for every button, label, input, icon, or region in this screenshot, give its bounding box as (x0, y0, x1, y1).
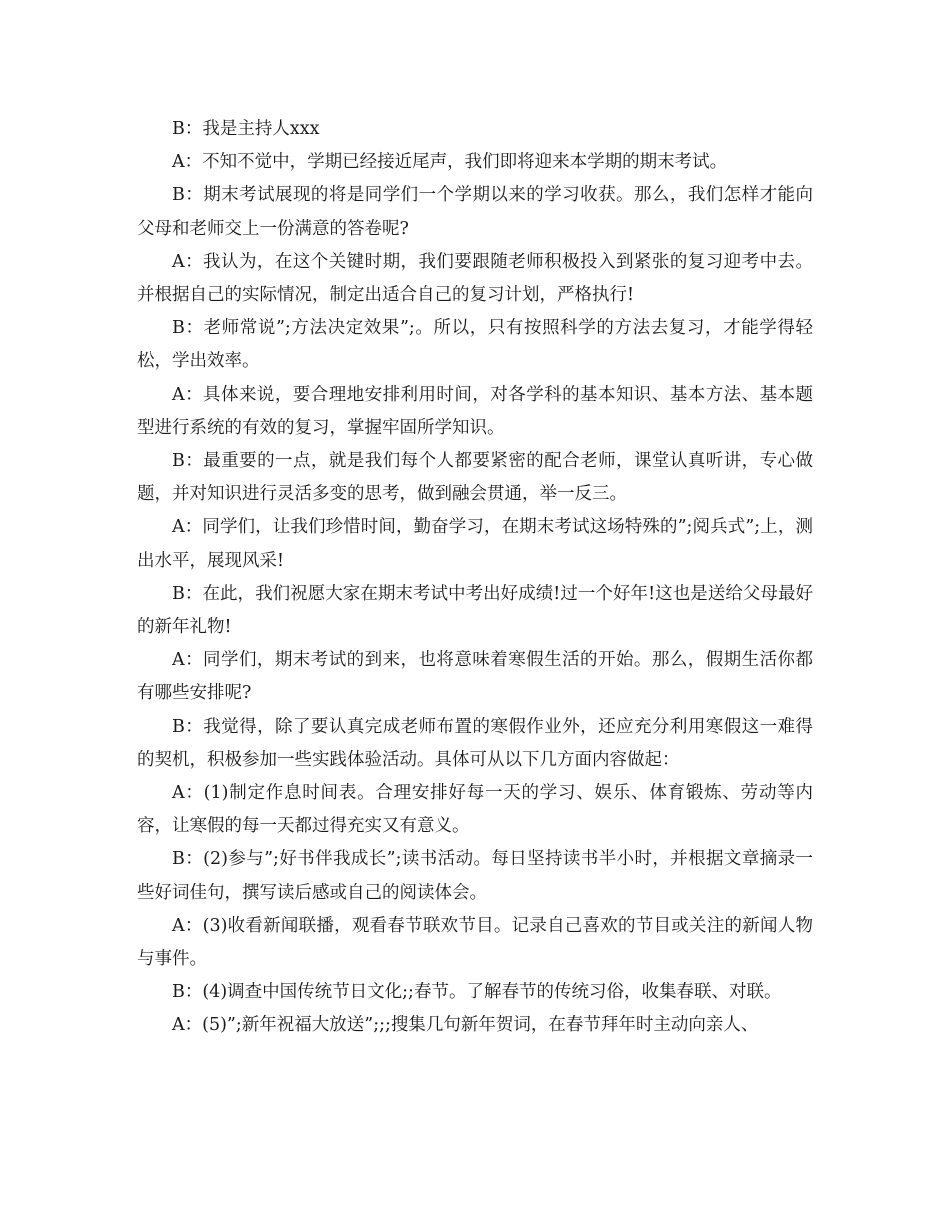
paragraph: B：我是主持人xxx (172, 119, 320, 139)
paragraph: A：同学们，让我们珍惜时间，勤奋学习，在期末考试这场特殊的”;阅兵式”;上，测出水平，展现风采! (137, 517, 813, 571)
paragraph: A：具体来说，要合理地安排利用时间，对各学科的基本知识、基本方法、基本题型进行系统的有效的复习，掌握牢固所学知识。 (137, 384, 813, 438)
paragraph: A：(5)”;新年祝福大放送”;;;搜集几句新年贺词，在春节拜年时主动向亲人、 (172, 1015, 759, 1036)
document-body (137, 113, 813, 1043)
paragraph: B：最重要的一点，就是我们每个人都要紧密的配合老师，课堂认真听讲，专心做题，并对知识进行灵活多变的思考，做到融会贯通，举一反三。 (137, 451, 813, 505)
paragraph: B：在此，我们祝愿大家在期末考试中考出好成绩!过一个好年!这也是送给父母最好的新年礼物! (137, 583, 813, 638)
paragraph: B：期末考试展现的将是同学们一个学期以来的学习收获。那么，我们怎样才能向父母和老师交上一份满意的答卷呢? (137, 185, 813, 239)
paragraph: A：(1)制定作息时间表。合理安排好每一天的学习、娱乐、体育锻炼、劳动等内容，让寒假的每一天都过得充实又有意义。 (137, 783, 813, 837)
paragraph: A：不知不觉中，学期已经接近尾声，我们即将迎来本学期的期末考试。 (172, 152, 728, 173)
paragraph: A：(3)收看新闻联播，观看春节联欢节目。记录自己喜欢的节目或关注的新闻人物与事件。 (137, 915, 813, 970)
paragraph: B：(2)参与”;好书伴我成长”;读书活动。每日坚持读书半小时，并根据文章摘录一些好词佳句，撰写读后感或自己的阅读体会。 (137, 849, 813, 903)
paragraph: B：我觉得，除了要认真完成老师布置的寒假作业外，还应充分利用寒假这一难得的契机，积极参加一些实践体验活动。具体可从以下几方面内容做起： (137, 716, 813, 770)
paragraph: A：同学们，期末考试的到来，也将意味着寒假生活的开始。那么，假期生活你都有哪些安排呢? (137, 650, 813, 704)
paragraph: B：(4)调查中国传统节日文化;;春节。了解春节的传统习俗，收集春联、对联。 (172, 982, 782, 1003)
paragraph: B：老师常说”;方法决定效果”;。所以，只有按照科学的方法去复习，才能学得轻松，学出效率。 (137, 318, 813, 372)
paragraph: A：我认为，在这个关键时期，我们要跟随老师积极投入到紧张的复习迎考中去。并根据自己的实际情况，制定出适合自己的复习计划，严格执行! (137, 251, 813, 306)
